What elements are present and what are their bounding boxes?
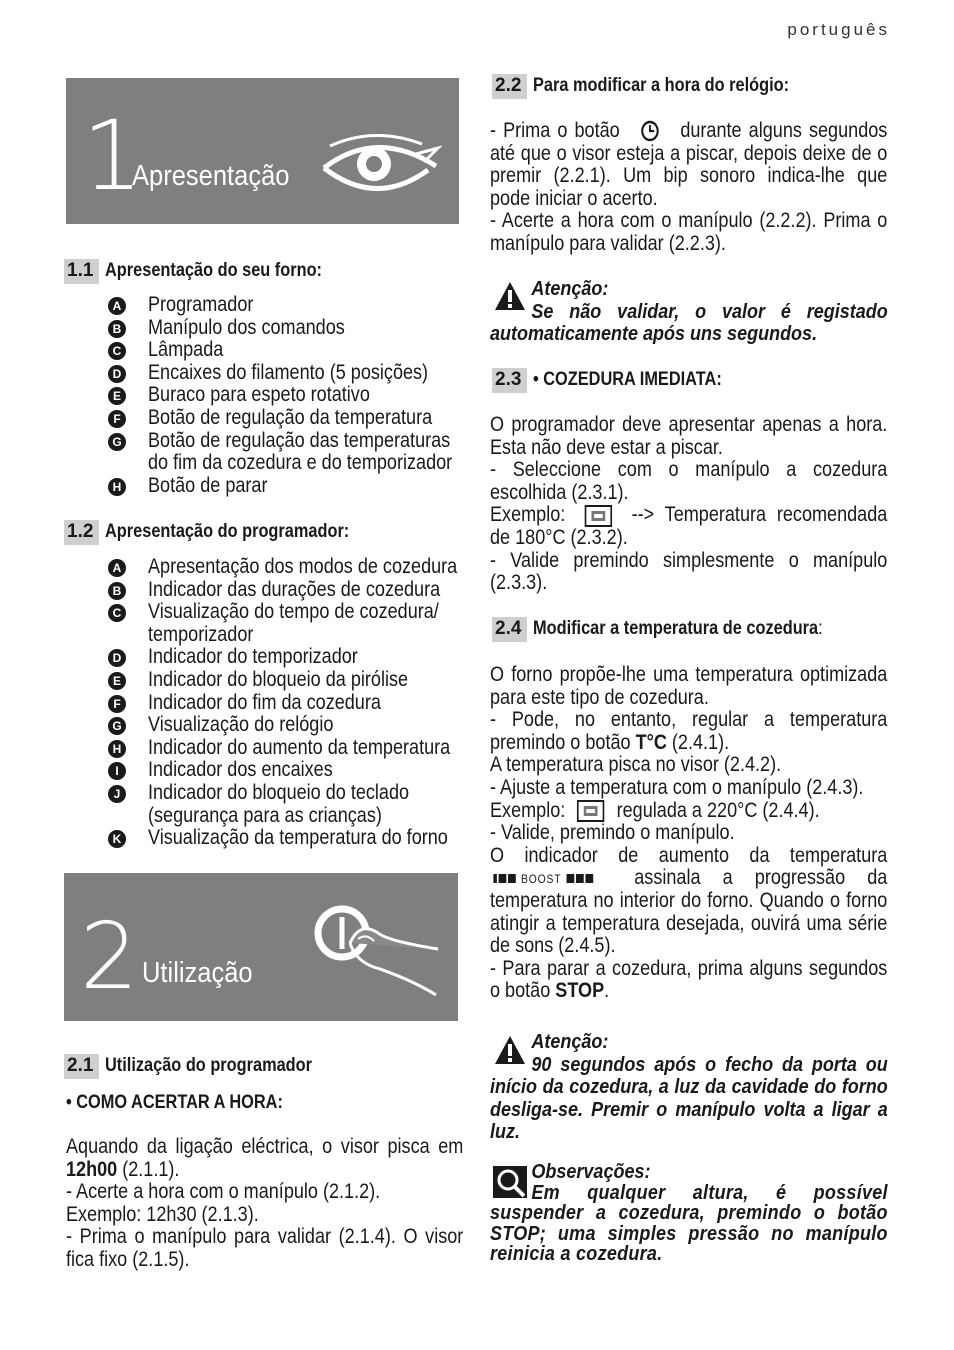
paragraph: - Prima o manípulo para validar (2.1.4). O visor fica fixo (2.1.5). bbox=[66, 1225, 464, 1271]
text: assinala a progressão da temperatura no interior do forno. Quando o forno atingir a temperatura desejada, ouvirá uma série de sons (2.4.5). bbox=[490, 866, 888, 958]
paragraph bbox=[66, 1136, 463, 1181]
paragraph bbox=[490, 958, 887, 1003]
observations-note bbox=[490, 1162, 888, 1265]
heading-text: Modificar a temperatura de cozedura bbox=[533, 618, 819, 639]
letter-badge: F bbox=[108, 695, 126, 713]
section-number-badge: 1.2 bbox=[64, 520, 99, 545]
paragraph: - Acerte a hora com o manípulo (2.1.2). bbox=[66, 1180, 381, 1204]
text: - Prima o botão bbox=[490, 119, 620, 142]
boost-indicator bbox=[493, 868, 593, 891]
boost-bar-icon bbox=[585, 874, 593, 883]
list-item-text: Apresentação dos modos de cozedura bbox=[148, 555, 458, 578]
section-number-badge: 2.4 bbox=[492, 617, 527, 642]
text: - Pode, no entanto, regular a temperatura premindo o botão bbox=[490, 708, 888, 754]
list-item-text: Manípulo dos comandos bbox=[148, 315, 345, 339]
bullet-text: • COMO ACERTAR A HORA: bbox=[66, 1092, 283, 1113]
list-item-text: Botão de regulação da temperatura bbox=[148, 405, 433, 429]
list-item-text: Visualização do relógio bbox=[148, 713, 334, 737]
paragraph: - Valide premindo simplesmente o manípulo (2.3.3). bbox=[490, 548, 888, 595]
text: regulada a 220°C (2.4.4). bbox=[616, 798, 820, 822]
finger-press-icon bbox=[304, 903, 444, 1003]
section-number: 1 bbox=[82, 100, 144, 212]
list-item bbox=[108, 384, 478, 407]
list-item-text: Programador bbox=[148, 293, 254, 316]
section-number-badge: 1.1 bbox=[64, 259, 99, 284]
paragraph: - Ajuste a temperatura com o manípulo (2.4.3). bbox=[490, 775, 864, 799]
paragraph bbox=[490, 845, 887, 958]
text: (2.4.1). bbox=[666, 730, 730, 754]
text: durante alguns segundos até que o visor esteja a piscar, depois deixe de o premir (2.2.1). Um bip sonoro indica-lhe que pode iniciar o acerto. bbox=[490, 119, 888, 210]
text: - Para parar a cozedura, prima alguns segundos o botão bbox=[490, 956, 888, 1003]
section-number-badge: 2.1 bbox=[64, 1054, 99, 1079]
section-heading-text: Apresentação do programador: bbox=[105, 521, 350, 542]
letter-badge: E bbox=[108, 387, 126, 405]
text: . bbox=[604, 979, 610, 1003]
section-title: Apresentação bbox=[132, 160, 290, 192]
section-heading-text: Utilização do programador bbox=[105, 1055, 313, 1076]
list-item bbox=[108, 339, 478, 362]
section-number: 2 bbox=[80, 903, 139, 1010]
letter-badge: D bbox=[108, 649, 126, 667]
list-item-text: Indicador do aumento da temperatura bbox=[148, 735, 451, 759]
warning-note-2 bbox=[490, 1031, 888, 1144]
section-title: Utilização bbox=[142, 957, 253, 989]
section-heading-text: Para modificar a hora do relógio: bbox=[533, 75, 790, 96]
section-2-3-body bbox=[490, 414, 887, 595]
list-item-text: Visualização do tempo de cozedura/ temporizador bbox=[148, 600, 439, 646]
list-item bbox=[108, 362, 478, 385]
letter-badge: E bbox=[108, 672, 126, 690]
section-2-3-heading bbox=[492, 368, 753, 393]
letter-badge: B bbox=[108, 320, 126, 338]
list-item bbox=[108, 556, 478, 579]
warning-title: Atenção: bbox=[531, 278, 609, 300]
list-item bbox=[108, 737, 478, 760]
boost-bar-icon bbox=[576, 874, 584, 883]
paragraph: A temperatura pisca no visor (2.4.2). bbox=[490, 753, 782, 777]
section-1-1-heading bbox=[64, 259, 358, 284]
section-number-badge: 2.3 bbox=[492, 368, 527, 393]
letter-badge: F bbox=[108, 410, 126, 428]
text: --> Temperatura recomendada de 180°C (2.3.2). bbox=[490, 503, 888, 549]
section-2-1-heading bbox=[64, 1054, 346, 1079]
letter-badge: H bbox=[108, 478, 126, 496]
section-1-banner bbox=[66, 78, 459, 224]
paragraph: O forno propõe-lhe uma temperatura optimizada para este tipo de cozedura. bbox=[490, 663, 888, 709]
letter-badge: A bbox=[108, 297, 126, 315]
section-heading-text: • COZEDURA IMEDIATA: bbox=[533, 369, 723, 390]
list-item-text: Indicador dos encaixes bbox=[148, 758, 333, 782]
warning-title: Atenção: bbox=[531, 1031, 609, 1053]
section-1-2-heading bbox=[64, 520, 389, 545]
paragraph: O programador deve apresentar apenas a hora. Esta não deve estar a piscar. bbox=[490, 413, 888, 459]
list-item bbox=[108, 646, 478, 669]
list-item-text: Botão de parar bbox=[148, 473, 268, 497]
letter-badge: A bbox=[108, 559, 126, 577]
section-heading-text: Apresentação do seu forno: bbox=[105, 260, 323, 281]
text: Exemplo: bbox=[490, 503, 566, 527]
letter-badge: C bbox=[108, 342, 126, 360]
section-2-4-body bbox=[490, 664, 887, 1003]
list-item-text: Visualização da temperatura do forno bbox=[148, 826, 448, 850]
list-item-text: Botão de regulação das temperaturas do fim da cozedura e do temporizador bbox=[148, 428, 453, 475]
letter-badge: K bbox=[108, 830, 126, 848]
paragraph: - Acerte a hora com o manípulo (2.2.2). Prima o manípulo para validar (2.2.3). bbox=[490, 209, 888, 255]
eye-icon bbox=[318, 130, 442, 200]
paragraph: - Valide, premindo o manípulo. bbox=[490, 821, 735, 845]
clock-icon bbox=[639, 120, 661, 142]
letter-badge: G bbox=[108, 717, 126, 735]
list-item-text: Indicador do bloqueio da pirólise bbox=[148, 667, 409, 691]
list-item bbox=[108, 579, 478, 602]
list-item-text: Indicador do bloqueio do teclado (segurança para as crianças) bbox=[148, 780, 410, 827]
oven-mode-icon bbox=[577, 800, 605, 822]
letter-badge: J bbox=[108, 785, 126, 803]
oven-parts-list bbox=[108, 294, 478, 497]
list-item bbox=[108, 714, 478, 737]
letter-badge: H bbox=[108, 740, 126, 758]
list-item-text: Indicador das durações de cozedura bbox=[148, 577, 441, 601]
list-item-text: Buraco para espeto rotativo bbox=[148, 383, 370, 407]
list-item-text: Encaixes do filamento (5 posições) bbox=[148, 360, 429, 384]
set-time-bullet bbox=[66, 1092, 318, 1114]
text: (2.1.1). bbox=[117, 1157, 180, 1181]
list-item-text: Lâmpada bbox=[148, 338, 224, 362]
list-item bbox=[108, 317, 478, 340]
warning-text: 90 segundos após o fecho da porta ou início da cozedura, a luz da cavidade do forno desliga-se. Premir o manípulo volta a ligar a luz. bbox=[490, 1053, 888, 1144]
bold-text: 12h00 bbox=[66, 1157, 118, 1181]
boost-bar-icon bbox=[567, 874, 575, 883]
list-item bbox=[108, 294, 478, 317]
paragraph bbox=[490, 504, 887, 549]
language-label: português bbox=[787, 20, 890, 39]
paragraph bbox=[490, 709, 887, 754]
section-2-banner bbox=[64, 873, 458, 1021]
oven-mode-icon bbox=[585, 505, 613, 527]
boost-bar-icon bbox=[499, 874, 507, 883]
warning-note-1 bbox=[490, 278, 888, 346]
paragraph bbox=[490, 800, 887, 823]
section-2-2-body bbox=[490, 120, 887, 256]
heading-colon: : bbox=[818, 618, 824, 639]
paragraph bbox=[490, 120, 887, 210]
section-heading-text bbox=[533, 618, 823, 640]
letter-badge: B bbox=[108, 582, 126, 600]
list-item bbox=[108, 692, 478, 715]
text: Exemplo: bbox=[490, 798, 566, 822]
paragraph: - Seleccione com o manípulo a cozedura escolhida (2.3.1). bbox=[490, 458, 888, 504]
letter-badge: D bbox=[108, 365, 126, 383]
letter-badge: C bbox=[108, 604, 126, 622]
letter-badge: I bbox=[108, 762, 126, 780]
boost-bar-icon bbox=[493, 874, 496, 883]
text: Aquando da ligação eléctrica, o visor pisca em bbox=[66, 1135, 464, 1158]
section-2-4-heading bbox=[492, 617, 870, 642]
warning-text: Se não validar, o valor é registado automaticamente após uns segundos. bbox=[490, 300, 888, 346]
programmer-parts-list bbox=[108, 556, 478, 850]
section-2-1-body bbox=[66, 1136, 463, 1272]
list-item bbox=[108, 669, 478, 692]
list-item bbox=[108, 782, 478, 827]
list-item-text: Indicador do fim da cozedura bbox=[148, 690, 381, 714]
list-item bbox=[108, 601, 478, 646]
letter-badge: G bbox=[108, 433, 126, 451]
list-item bbox=[108, 430, 478, 475]
list-item bbox=[108, 759, 478, 782]
text: O indicador de aumento da temperatura bbox=[490, 843, 888, 867]
list-item bbox=[108, 407, 478, 430]
observations-title: Observações: bbox=[531, 1161, 651, 1183]
observations-text: Em qualquer altura, é possível suspender a cozedura, premindo o botão STOP; uma simples pressão no manípulo reinicia a cozedura. bbox=[490, 1181, 888, 1265]
bold-text: T°C bbox=[635, 730, 667, 754]
paragraph: Exemplo: 12h30 (2.1.3). bbox=[66, 1202, 259, 1226]
boost-bar-icon bbox=[508, 874, 516, 883]
list-item bbox=[108, 475, 478, 498]
bold-text: STOP bbox=[555, 979, 605, 1003]
boost-label: BOOST bbox=[520, 871, 562, 886]
list-item-text: Indicador do temporizador bbox=[148, 645, 358, 669]
section-number-badge: 2.2 bbox=[492, 74, 527, 99]
section-2-2-heading bbox=[492, 74, 831, 99]
list-item bbox=[108, 827, 478, 850]
